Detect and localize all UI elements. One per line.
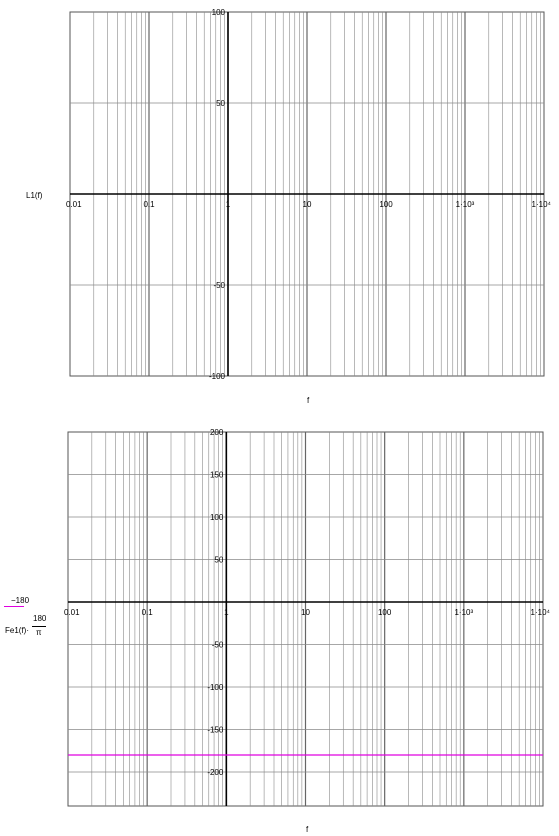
y-tick-label: 100 <box>209 513 224 522</box>
y-tick-label: -50 <box>211 640 224 650</box>
y-tick-label: 100 <box>211 8 225 17</box>
x-tick-label: 100 <box>377 608 392 617</box>
chart1-xlabel: f <box>307 396 310 405</box>
y-tick-label: -200 <box>207 768 224 777</box>
y-tick-label: 200 <box>209 428 224 437</box>
x-tick-label: 1·10³ <box>454 608 474 617</box>
chart-l1 <box>66 8 552 381</box>
x-tick-label: 1 <box>224 608 229 617</box>
y-tick-label: -150 <box>207 725 224 735</box>
x-tick-label: 1·10⁴ <box>530 608 550 617</box>
chart2-ylabel: Fe1(f)· <box>5 626 29 635</box>
x-tick-label: 100 <box>379 200 393 209</box>
x-tick-label: 10 <box>302 200 312 209</box>
x-tick-label: 0.1 <box>141 608 153 617</box>
chart2-xlabel: f <box>306 825 309 834</box>
y-tick-label: 50 <box>214 555 224 565</box>
y-tick-label: 150 <box>209 470 224 480</box>
chart2-legend-swatch <box>4 606 24 607</box>
x-tick-label: 1·10⁴ <box>531 200 551 209</box>
y-tick-label: -100 <box>207 683 224 692</box>
chart2-ylabel-frac-num: 180 <box>33 614 47 623</box>
chart2-ylabel-frac-bar <box>32 626 46 627</box>
y-tick-label: -100 <box>208 372 225 381</box>
chart1-ylabel: L1(f) <box>26 191 43 200</box>
x-tick-label: 10 <box>301 608 310 617</box>
x-tick-label: 0.01 <box>64 608 80 617</box>
x-tick-label: 0.01 <box>66 200 82 209</box>
chart2-ylabel-frac-den: π <box>36 628 42 637</box>
chart2-ylabel-legend: −180 <box>11 596 30 605</box>
x-tick-label: 0.1 <box>143 200 155 209</box>
chart-fe1 <box>64 428 551 806</box>
y-tick-label: -50 <box>213 281 225 290</box>
x-tick-label: 1 <box>225 200 231 209</box>
y-tick-label: 50 <box>216 99 225 108</box>
x-tick-label: 1·10³ <box>455 200 475 209</box>
